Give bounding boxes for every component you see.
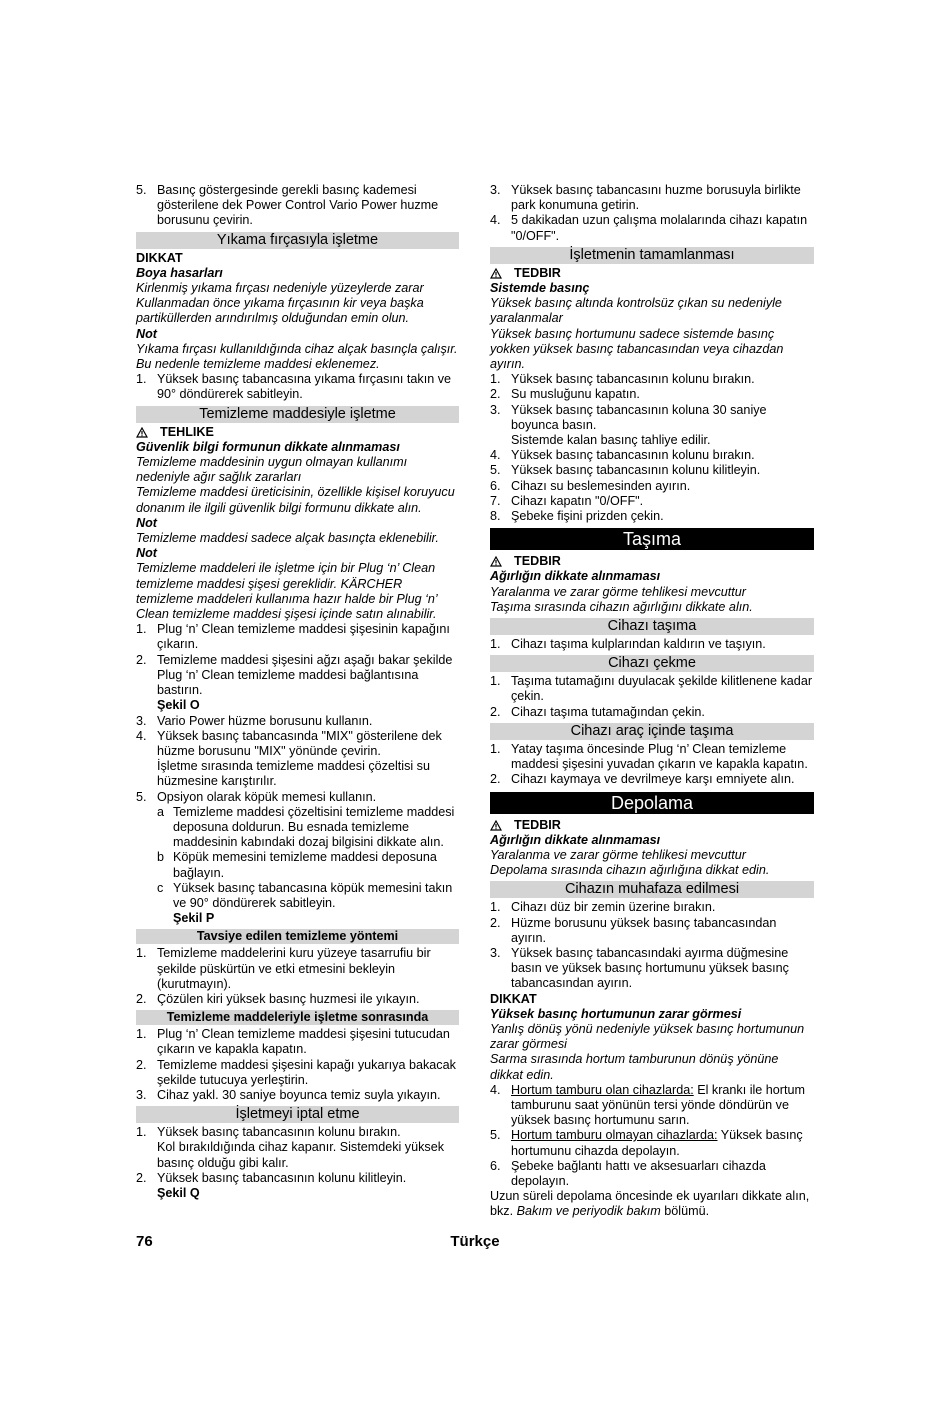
notice-text: Depolama sırasında cihazın ağırlığına dikkat edin. xyxy=(490,863,770,878)
notice-label: DIKKAT xyxy=(136,250,183,265)
step-note: İşletme sırasında temizleme maddesi çözeltisi su hüzmesine karıştırılır. xyxy=(157,759,430,789)
sub-list-item: b Köpük memesini temizleme maddesi deposuna bağlayın. xyxy=(157,850,437,880)
warning-triangle-icon xyxy=(490,820,502,831)
list-item: 1. Temizleme maddelerini kuru yüzeye tasarrufiu bir şekilde püskürtün ve etki etmesini bekleyin (kurutmayın). xyxy=(136,946,431,991)
hazard-title: Güvenlik bilgi formunun dikkate alınmaması xyxy=(136,439,400,454)
section-heading-detergent: Temizleme maddesiyle işletme xyxy=(136,406,459,423)
note-text: Temizleme maddesi sadece alçak basınçta eklenebilir. xyxy=(136,531,439,546)
list-item: 2. Temizleme maddesi şişesini ağzı aşağı bakar şekilde Plug ‘n’ Clean temizleme maddesi bağlantısına bastırın. xyxy=(136,652,453,698)
list-item: 2. Cihazı taşıma tutamağından çekin. xyxy=(490,704,705,719)
sub-list-item: c Yüksek basınç tabancasına köpük memesini takın ve 90° döndürerek sabitleyin. xyxy=(157,880,453,910)
notice-text: Yanlış dönüş yönü nedeniyle yüksek basınç hortumunun zarar görmesi xyxy=(490,1021,805,1052)
section-heading-vehicle: Cihazı araç içinde taşıma xyxy=(490,723,814,740)
list-item: 1. Yüksek basınç tabancasının kolunu bırakın. xyxy=(490,372,755,387)
hazard-title: Ağırlığın dikkate alınmaması xyxy=(490,569,661,584)
list-item: 8. Şebeke fişini prizden çekin. xyxy=(490,509,664,524)
list-item: 1. Plug ‘n’ Clean temizleme maddesi şişesini tutucudan çıkarın ve kapakla kapatın. xyxy=(136,1027,450,1057)
list-item: 3. Yüksek basınç tabancasındaki ayırma düğmesine basın ve yüksek basınç hortumunu yüksek basınç tabancasından ayırın. xyxy=(490,945,789,991)
list-item: 5. Yüksek basınç tabancasının kolunu kilitleyin. xyxy=(490,463,761,478)
section-heading-finish: İşletmenin tamamlanması xyxy=(490,247,814,264)
notice-text: Taşıma sırasında cihazın ağırlığını dikkate alın. xyxy=(490,599,753,614)
list-item: 1. Plug ‘n’ Clean temizleme maddesi şişesinin kapağını çıkarın. xyxy=(136,622,450,652)
list-item: 1. Cihazı taşıma kulplarından kaldırın ve taşıyın. xyxy=(490,637,766,652)
notice-text: Yaralanma ve zarar görme tehlikesi mevcuttur xyxy=(490,584,746,599)
page-number: 76 xyxy=(136,1233,153,1250)
list-item: 5. Hortum tamburu olmayan cihazlarda: Yüksek basınç hortumunu cihazda depolayın. xyxy=(490,1128,803,1158)
inline-heading: Hortum tamburu olmayan cihazlarda: xyxy=(511,1128,718,1143)
right-column xyxy=(490,183,814,1220)
warning-triangle-icon xyxy=(490,268,502,279)
left-column xyxy=(136,183,459,1201)
notice-text: Yüksek basınç altında kontrolsüz çıkan su nedeniyle yaralanmalar xyxy=(490,296,782,326)
page-footer xyxy=(136,1234,814,1254)
list-item: 4. Yüksek basınç tabancasının kolunu bırakın. xyxy=(490,448,755,463)
list-item: 1. Yüksek basınç tabancasına yıkama fırçasını takın ve 90° döndürerek sabitleyin. xyxy=(136,372,452,402)
list-item: 4. Yüksek basınç tabancasında "MIX" gösterilene dek hüzme borusunu "MIX" yönünde çevirin. xyxy=(136,728,442,758)
notice-text: Temizleme maddesinin uygun olmayan kullanımı nedeniyle ağır sağlık zararları xyxy=(136,455,408,485)
footer-language: Türkçe xyxy=(450,1233,500,1250)
section-heading-brush: Yıkama fırçasıyla işletme xyxy=(136,232,459,249)
list-item: 7. Cihazı kapatın "0/OFF". xyxy=(490,493,644,508)
chapter-heading-transport: Taşıma xyxy=(490,528,814,550)
list-item: 4. Hortum tamburu olan cihazlarda: El krankı ile hortum tamburunu saat yönünün tersi yönde döndürün ve yüksek basınç hortumunu sarın. xyxy=(490,1082,805,1128)
closing-paragraph: Uzun süreli depolama öncesinde ek uyarıları dikkate alın, bkz. Bakım ve periyodik bakım bölümü. xyxy=(490,1189,810,1219)
list-item: 2. Temizleme maddesi şişesini kapağı yukarıya bakacak şekilde tutucuya yerleştirin. xyxy=(136,1057,456,1087)
subsection-heading-after: Temizleme maddeleriyle işletme sonrasında xyxy=(136,1010,459,1025)
list-item: 3. Yüksek basınç tabancasının koluna 30 saniye boyunca basın. xyxy=(490,402,767,432)
danger-notice: TEHLIKE xyxy=(136,425,459,440)
warning-triangle-icon xyxy=(136,427,148,438)
list-item: 3. Yüksek basınç tabancasını huzme borusuyla birlikte park konumuna getirin. xyxy=(490,183,801,213)
section-heading-pull: Cihazı çekme xyxy=(490,655,814,672)
note-text: Temizleme maddeleri ile işletme için bir Plug ‘n’ Clean temizleme maddesi şişesi gereklidir. KÄRCHER temizleme maddeleri kullanıma hazır halde bir Plug ‘n’ Clean temizleme maddesi şişesi içinde satın alınabilir. xyxy=(136,561,437,622)
list-item: 1. Taşıma tutamağını duyulacak şekilde kilitlenene kadar çekin. xyxy=(490,674,813,704)
cross-reference: Bakım ve periyodik bakım xyxy=(513,1204,661,1219)
inline-heading: Hortum tamburu olan cihazlarda: xyxy=(511,1082,694,1097)
list-item: 5. Opsiyon olarak köpük memesi kullanın. xyxy=(136,789,377,804)
step-note: Sistemde kalan basınç tahliye edilir. xyxy=(511,433,711,448)
sub-list-item: a Temizleme maddesi çözeltisini temizleme maddesi deposuna doldurun. Bu esnada temizleme maddesinin kabındaki dozaj bilgisini dikkate alın. xyxy=(157,804,455,850)
note-label: Not xyxy=(136,515,157,530)
figure-ref: Şekil P xyxy=(173,911,215,926)
notice-text: Yüksek basınç hortumunu sadece sistemde basınç yokken yüksek basınç tabancasından veya cihazdan ayırın. xyxy=(490,326,784,372)
chapter-heading-storage: Depolama xyxy=(490,792,814,814)
list-item: 3. Cihaz yakl. 30 saniye boyunca temiz suyla yıkayın. xyxy=(136,1087,441,1102)
hazard-title: Sistemde basınç xyxy=(490,281,590,296)
list-item: 2. Su musluğunu kapatın. xyxy=(490,387,640,402)
notice-label: DIKKAT xyxy=(490,991,537,1006)
hazard-title: Boya hasarları xyxy=(136,265,223,280)
notice-text: Sarma sırasında hortum tamburunun dönüş yönüne dikkat edin. xyxy=(490,1052,779,1082)
note-label: Not xyxy=(136,326,157,341)
list-item: 1. Yüksek basınç tabancasının kolunu bırakın. xyxy=(136,1125,401,1140)
notice-text: Temizleme maddesi üreticisinin, özellikle kişisel koruyucu donanım ile ilgili güvenlik bilgi formunu dikkate alın. xyxy=(136,485,455,515)
hazard-title: Yüksek basınç hortumunun zarar görmesi xyxy=(490,1006,742,1021)
section-heading-carry: Cihazı taşıma xyxy=(490,618,814,635)
notice-text: Kirlenmiş yıkama fırçası nedeniyle yüzeylerde zarar Kullanmadan önce yıkama fırçasının kir veya başka partiküllerden arındırılmış olduğundan emin olun. xyxy=(136,281,424,326)
figure-ref: Şekil Q xyxy=(157,1185,200,1200)
list-item: 2. Cihazı kaymaya ve devrilmeye karşı emniyete alın. xyxy=(490,772,795,787)
step-note: Kol bırakıldığında cihaz kapanır. Sistemdeki yüksek basınç olduğu gibi kalır. xyxy=(157,1140,445,1170)
subsection-heading-method: Tavsiye edilen temizleme yöntemi xyxy=(136,929,459,944)
notice-text: Yaralanma ve zarar görme tehlikesi mevcuttur xyxy=(490,847,746,862)
caution-notice: TEDBIR xyxy=(490,266,814,281)
list-item: 6. Şebeke bağlantı hattı ve aksesuarları cihazda depolayın. xyxy=(490,1158,766,1188)
list-item: 6. Cihazı su beslemesinden ayırın. xyxy=(490,478,691,493)
warning-triangle-icon xyxy=(490,556,502,567)
list-item: 2. Yüksek basınç tabancasının kolunu kilitleyin. xyxy=(136,1170,407,1185)
section-heading-keep: Cihazın muhafaza edilmesi xyxy=(490,881,814,898)
list-item: 3. Vario Power hüzme borusunu kullanın. xyxy=(136,713,373,728)
figure-ref: Şekil O xyxy=(157,698,200,713)
note-text: Yıkama fırçası kullanıldığında cihaz alçak basınçla çalışır. Bu nedenle temizleme maddesi eklenemez. xyxy=(136,341,458,372)
caution-notice: TEDBIR xyxy=(490,818,814,833)
hazard-title: Ağırlığın dikkate alınmaması xyxy=(490,832,661,847)
note-label: Not xyxy=(136,546,157,561)
section-heading-cancel: İşletmeyi iptal etme xyxy=(136,1106,459,1123)
caution-notice: TEDBIR xyxy=(490,554,814,569)
list-item: 4. 5 dakikadan uzun çalışma molalarında cihazı kapatın "0/OFF". xyxy=(490,213,808,243)
list-item: 5. Basınç göstergesinde gerekli basınç kademesi gösterilene dek Power Control Vario Power huzme borusunu çevirin. xyxy=(136,183,439,228)
list-item: 2. Hüzme borusunu yüksek basınç tabancasından ayırın. xyxy=(490,915,777,945)
list-item: 2. Çözülen kiri yüksek basınç huzmesi ile yıkayın. xyxy=(136,991,420,1006)
list-item: 1. Cihazı düz bir zemin üzerine bırakın. xyxy=(490,900,716,915)
list-item: 1. Yatay taşıma öncesinde Plug ‘n’ Clean temizleme maddesi şişesini yuvadan çıkarın ve kapakla kapatın. xyxy=(490,741,808,772)
